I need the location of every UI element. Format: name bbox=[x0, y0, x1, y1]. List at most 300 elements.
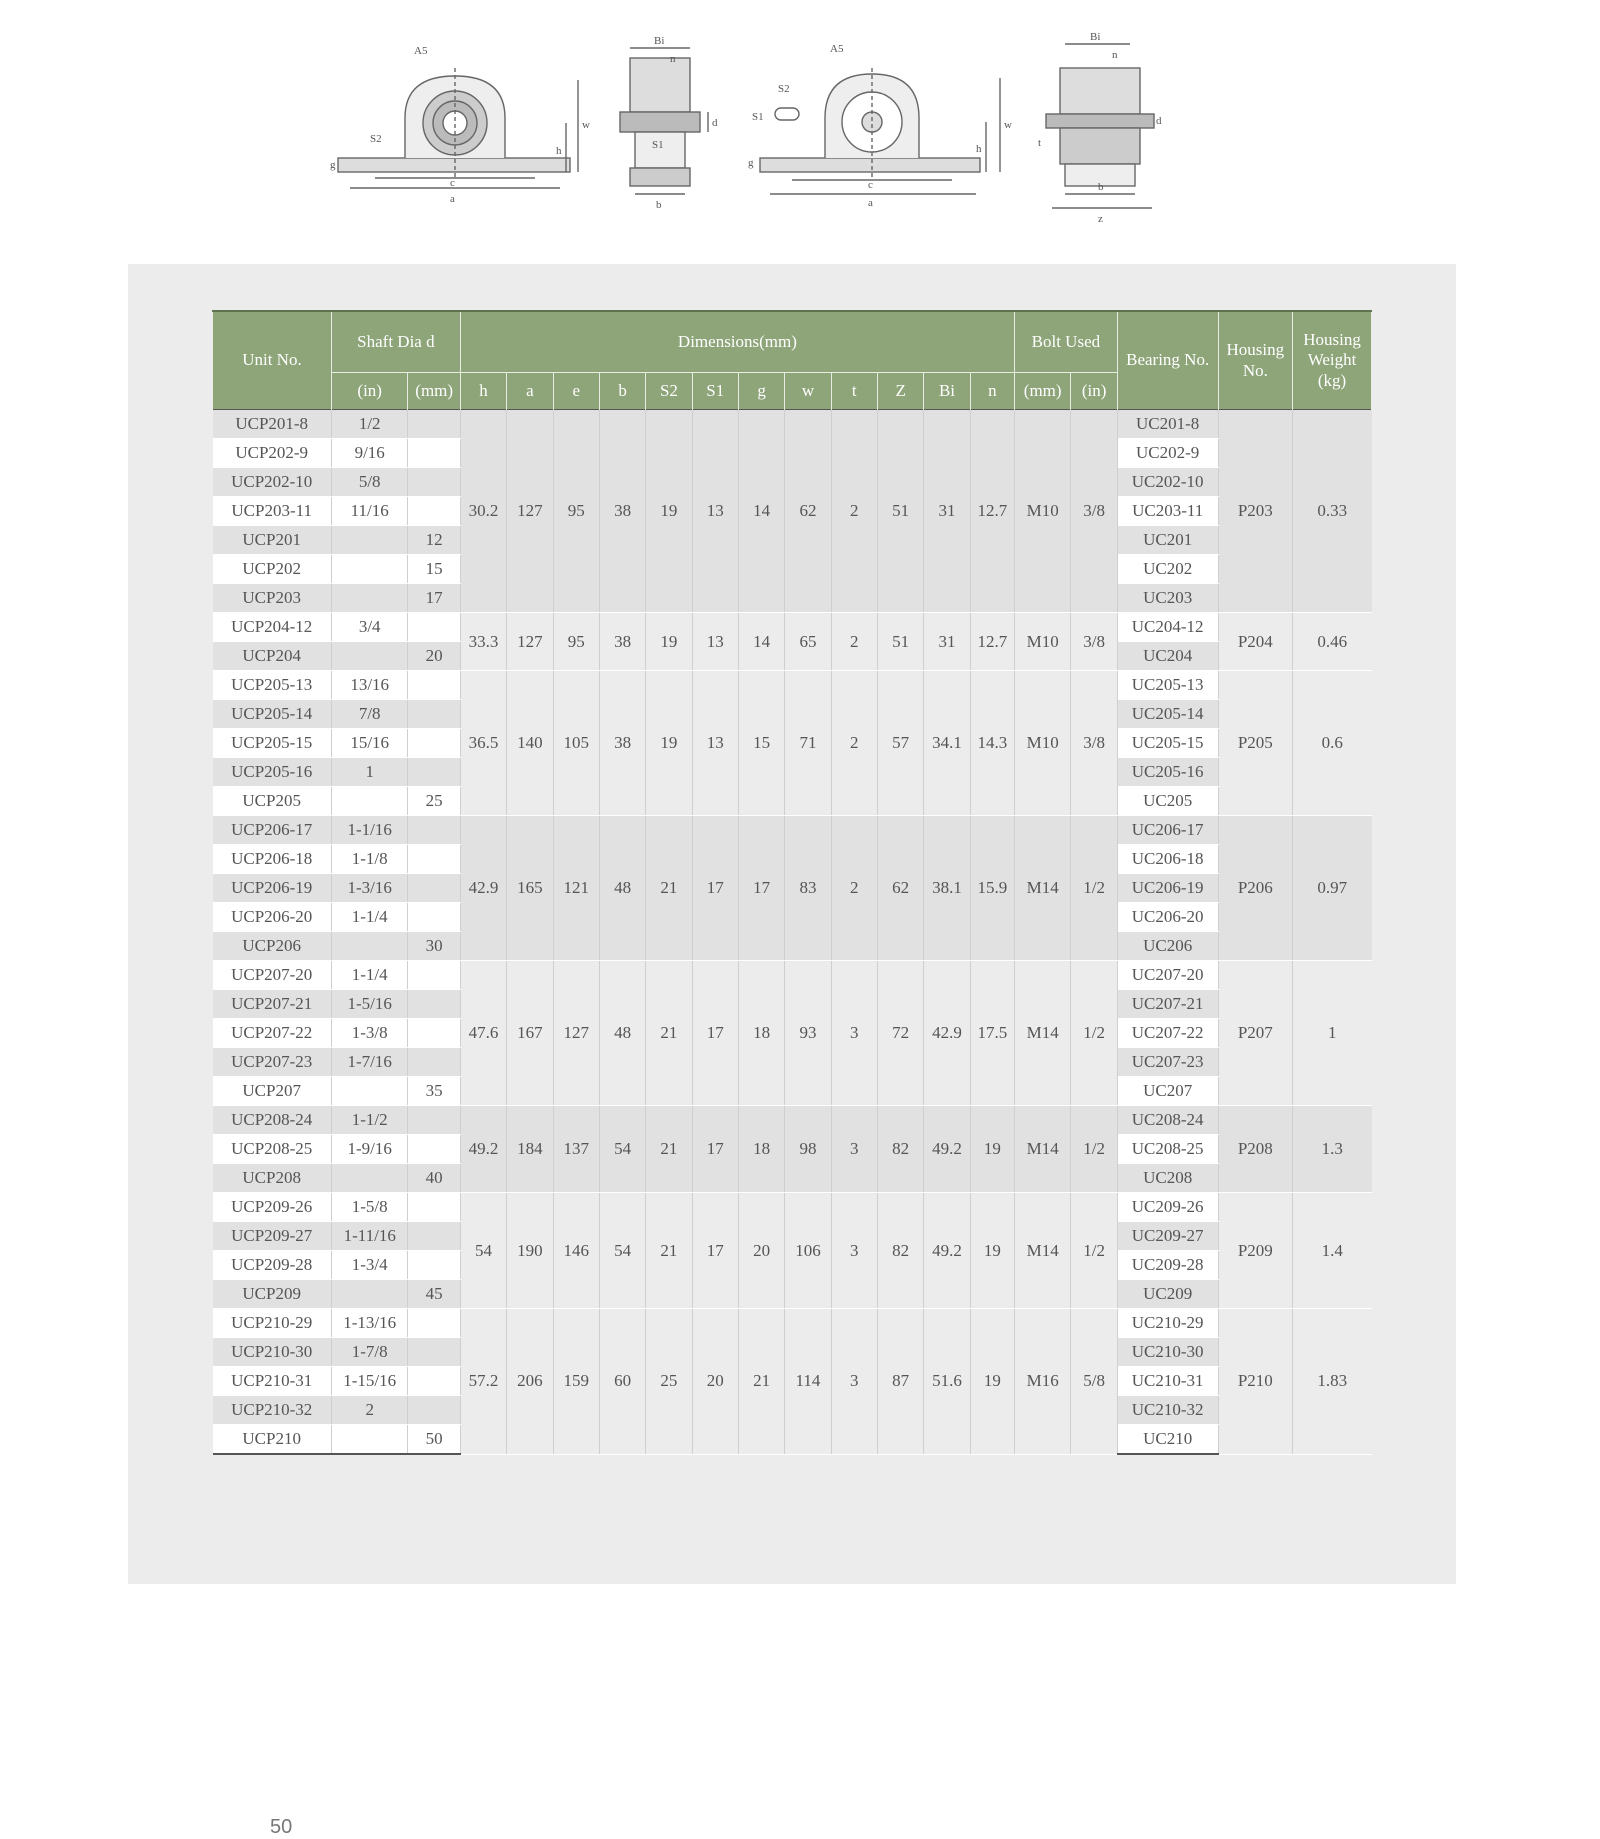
dim-s2-cell: 21 bbox=[646, 1193, 692, 1309]
table-row bbox=[213, 1193, 1372, 1222]
unit-no-cell: UCP210-29 bbox=[213, 1309, 332, 1338]
shaft-in-cell: 2 bbox=[331, 1396, 408, 1425]
shaft-in-cell: 1-1/4 bbox=[331, 903, 408, 932]
dim-h-cell: 42.9 bbox=[460, 816, 506, 961]
dim-n-cell: 15.9 bbox=[970, 816, 1014, 961]
dim-b-cell: 60 bbox=[599, 1309, 645, 1455]
dim-w-cell: 71 bbox=[785, 671, 831, 816]
bolt-in-cell: 1/2 bbox=[1071, 961, 1117, 1106]
shaft-mm-cell bbox=[408, 700, 460, 729]
label-g: g bbox=[330, 159, 336, 171]
shaft-mm-cell bbox=[408, 845, 460, 874]
dim-e-cell: 146 bbox=[553, 1193, 599, 1309]
dim-bi-cell: 42.9 bbox=[924, 961, 970, 1106]
label-s1: S1 bbox=[652, 139, 664, 151]
bearing-no-cell: UC205-15 bbox=[1117, 729, 1218, 758]
label-h: h bbox=[976, 143, 982, 155]
bearing-no-cell: UC209-27 bbox=[1117, 1222, 1218, 1251]
bearing-no-cell: UC205-16 bbox=[1117, 758, 1218, 787]
label-bi: Bi bbox=[1090, 31, 1101, 43]
bearing-no-cell: UC208-24 bbox=[1117, 1106, 1218, 1135]
shaft-in-cell bbox=[331, 1425, 408, 1455]
unit-no-cell: UCP210-30 bbox=[213, 1338, 332, 1367]
bolt-mm-cell: M10 bbox=[1014, 613, 1070, 671]
header-w: w bbox=[785, 373, 831, 410]
dim-z-cell: 51 bbox=[877, 613, 923, 671]
header-h: h bbox=[460, 373, 506, 410]
unit-no-cell: UCP209-26 bbox=[213, 1193, 332, 1222]
technical-drawings bbox=[330, 28, 1210, 228]
bearing-no-cell: UC207-23 bbox=[1117, 1048, 1218, 1077]
bearing-no-cell: UC206-17 bbox=[1117, 816, 1218, 845]
dim-g-cell: 21 bbox=[738, 1309, 784, 1455]
dim-w-cell: 93 bbox=[785, 961, 831, 1106]
unit-no-cell: UCP209 bbox=[213, 1280, 332, 1309]
housing-weight-cell: 0.6 bbox=[1293, 671, 1372, 816]
shaft-in-cell: 1-1/2 bbox=[331, 1106, 408, 1135]
bearing-no-cell: UC207-21 bbox=[1117, 990, 1218, 1019]
header-g: g bbox=[738, 373, 784, 410]
unit-no-cell: UCP202-9 bbox=[213, 439, 332, 468]
unit-no-cell: UCP205-14 bbox=[213, 700, 332, 729]
bearing-no-cell: UC202-10 bbox=[1117, 468, 1218, 497]
dim-g-cell: 20 bbox=[738, 1193, 784, 1309]
dim-s1-cell: 20 bbox=[692, 1309, 738, 1455]
dim-bi-cell: 31 bbox=[924, 613, 970, 671]
bearing-no-cell: UC206-18 bbox=[1117, 845, 1218, 874]
housing-weight-cell: 1.3 bbox=[1293, 1106, 1372, 1193]
bolt-mm-cell: M10 bbox=[1014, 410, 1070, 613]
shaft-in-cell: 1-5/16 bbox=[331, 990, 408, 1019]
shaft-in-cell: 1-1/4 bbox=[331, 961, 408, 990]
dim-h-cell: 30.2 bbox=[460, 410, 506, 613]
table-row bbox=[213, 613, 1372, 642]
table-row bbox=[213, 671, 1372, 700]
shaft-in-cell: 1-7/8 bbox=[331, 1338, 408, 1367]
bearing-no-cell: UC201-8 bbox=[1117, 410, 1218, 439]
shaft-mm-cell bbox=[408, 1048, 460, 1077]
unit-no-cell: UCP210-32 bbox=[213, 1396, 332, 1425]
dim-g-cell: 14 bbox=[738, 410, 784, 613]
bolt-in-cell: 3/8 bbox=[1071, 613, 1117, 671]
side-view-1 bbox=[620, 35, 718, 211]
dim-g-cell: 18 bbox=[738, 961, 784, 1106]
header-unit-no: Unit No. bbox=[213, 311, 332, 410]
header-shaft-dia: Shaft Dia d bbox=[331, 311, 460, 373]
bearing-no-cell: UC210-32 bbox=[1117, 1396, 1218, 1425]
dim-z-cell: 51 bbox=[877, 410, 923, 613]
shaft-mm-cell bbox=[408, 497, 460, 526]
dim-a-cell: 127 bbox=[507, 613, 553, 671]
table-row bbox=[213, 410, 1372, 439]
housing-weight-cell: 1.83 bbox=[1293, 1309, 1372, 1455]
dim-w-cell: 62 bbox=[785, 410, 831, 613]
dim-bi-cell: 49.2 bbox=[924, 1193, 970, 1309]
header-dimensions: Dimensions(mm) bbox=[460, 311, 1014, 373]
header-housing-weight: Housing Weight (kg) bbox=[1293, 311, 1372, 410]
page-number: 50 bbox=[270, 1816, 293, 1838]
dim-w-cell: 65 bbox=[785, 613, 831, 671]
bearing-no-cell: UC207-22 bbox=[1117, 1019, 1218, 1048]
bolt-in-cell: 1/2 bbox=[1071, 1106, 1117, 1193]
bearing-no-cell: UC206-20 bbox=[1117, 903, 1218, 932]
dim-t-cell: 3 bbox=[831, 1193, 877, 1309]
label-c: c bbox=[868, 179, 873, 191]
shaft-mm-cell: 12 bbox=[408, 526, 460, 555]
bolt-in-cell: 5/8 bbox=[1071, 1309, 1117, 1455]
dim-h-cell: 47.6 bbox=[460, 961, 506, 1106]
shaft-mm-cell: 25 bbox=[408, 787, 460, 816]
label-t: t bbox=[1038, 137, 1042, 149]
unit-no-cell: UCP206-18 bbox=[213, 845, 332, 874]
dim-h-cell: 54 bbox=[460, 1193, 506, 1309]
unit-no-cell: UCP207-21 bbox=[213, 990, 332, 1019]
dim-s1-cell: 17 bbox=[692, 1193, 738, 1309]
shaft-in-cell: 1-3/16 bbox=[331, 874, 408, 903]
unit-no-cell: UCP206-17 bbox=[213, 816, 332, 845]
shaft-mm-cell: 45 bbox=[408, 1280, 460, 1309]
dim-h-cell: 57.2 bbox=[460, 1309, 506, 1455]
label-s2: S2 bbox=[370, 133, 382, 145]
shaft-mm-cell bbox=[408, 1251, 460, 1280]
dim-n-cell: 12.7 bbox=[970, 613, 1014, 671]
unit-no-cell: UCP209-28 bbox=[213, 1251, 332, 1280]
dim-s1-cell: 13 bbox=[692, 410, 738, 613]
shaft-in-cell bbox=[331, 555, 408, 584]
unit-no-cell: UCP208-24 bbox=[213, 1106, 332, 1135]
unit-no-cell: UCP205-15 bbox=[213, 729, 332, 758]
bearing-no-cell: UC205-14 bbox=[1117, 700, 1218, 729]
bearing-no-cell: UC207-20 bbox=[1117, 961, 1218, 990]
housing-no-cell: P209 bbox=[1218, 1193, 1293, 1309]
table-row bbox=[213, 1309, 1372, 1338]
housing-no-cell: P205 bbox=[1218, 671, 1293, 816]
header-z: Z bbox=[877, 373, 923, 410]
bolt-mm-cell: M14 bbox=[1014, 816, 1070, 961]
shaft-mm-cell bbox=[408, 613, 460, 642]
bearing-no-cell: UC202 bbox=[1117, 555, 1218, 584]
dim-t-cell: 2 bbox=[831, 613, 877, 671]
table-row bbox=[213, 1106, 1372, 1135]
bolt-mm-cell: M16 bbox=[1014, 1309, 1070, 1455]
dim-z-cell: 82 bbox=[877, 1106, 923, 1193]
shaft-in-cell: 1-5/8 bbox=[331, 1193, 408, 1222]
dim-z-cell: 57 bbox=[877, 671, 923, 816]
housing-no-cell: P208 bbox=[1218, 1106, 1293, 1193]
dim-a-cell: 190 bbox=[507, 1193, 553, 1309]
housing-weight-cell: 1 bbox=[1293, 961, 1372, 1106]
dim-b-cell: 48 bbox=[599, 816, 645, 961]
bearing-no-cell: UC204 bbox=[1117, 642, 1218, 671]
header-in: (in) bbox=[331, 373, 408, 410]
unit-no-cell: UCP206 bbox=[213, 932, 332, 961]
dim-e-cell: 127 bbox=[553, 961, 599, 1106]
dim-g-cell: 14 bbox=[738, 613, 784, 671]
dim-a-cell: 140 bbox=[507, 671, 553, 816]
bearing-no-cell: UC209-26 bbox=[1117, 1193, 1218, 1222]
dim-n-cell: 17.5 bbox=[970, 961, 1014, 1106]
shaft-in-cell: 1-1/8 bbox=[331, 845, 408, 874]
label-h: h bbox=[556, 145, 562, 157]
shaft-in-cell bbox=[331, 642, 408, 671]
header-s2: S2 bbox=[646, 373, 692, 410]
dim-e-cell: 121 bbox=[553, 816, 599, 961]
dim-s2-cell: 19 bbox=[646, 671, 692, 816]
dim-s2-cell: 21 bbox=[646, 1106, 692, 1193]
shaft-in-cell: 1-9/16 bbox=[331, 1135, 408, 1164]
bearing-spec-table bbox=[212, 310, 1372, 1455]
unit-no-cell: UCP210-31 bbox=[213, 1367, 332, 1396]
shaft-in-cell: 1-13/16 bbox=[331, 1309, 408, 1338]
front-view-2 bbox=[748, 43, 1012, 209]
unit-no-cell: UCP205 bbox=[213, 787, 332, 816]
bearing-no-cell: UC205 bbox=[1117, 787, 1218, 816]
unit-no-cell: UCP210 bbox=[213, 1425, 332, 1455]
unit-no-cell: UCP207-22 bbox=[213, 1019, 332, 1048]
dim-h-cell: 36.5 bbox=[460, 671, 506, 816]
bolt-mm-cell: M14 bbox=[1014, 1106, 1070, 1193]
unit-no-cell: UCP203-11 bbox=[213, 497, 332, 526]
dim-t-cell: 2 bbox=[831, 816, 877, 961]
header-bi: Bi bbox=[924, 373, 970, 410]
bearing-unit-drawings bbox=[330, 28, 1210, 228]
shaft-mm-cell bbox=[408, 990, 460, 1019]
bearing-no-cell: UC208-25 bbox=[1117, 1135, 1218, 1164]
dim-bi-cell: 31 bbox=[924, 410, 970, 613]
housing-weight-cell: 1.4 bbox=[1293, 1193, 1372, 1309]
header-bolt-used: Bolt Used bbox=[1014, 311, 1117, 373]
header-s1: S1 bbox=[692, 373, 738, 410]
dim-n-cell: 19 bbox=[970, 1106, 1014, 1193]
dim-bi-cell: 38.1 bbox=[924, 816, 970, 961]
unit-no-cell: UCP207-23 bbox=[213, 1048, 332, 1077]
bearing-no-cell: UC210 bbox=[1117, 1425, 1218, 1455]
unit-no-cell: UCP205-16 bbox=[213, 758, 332, 787]
label-s1: S1 bbox=[752, 111, 764, 123]
housing-no-cell: P203 bbox=[1218, 410, 1293, 613]
label-d: d bbox=[712, 117, 718, 129]
bolt-in-cell: 3/8 bbox=[1071, 671, 1117, 816]
bolt-mm-cell: M14 bbox=[1014, 1193, 1070, 1309]
shaft-mm-cell bbox=[408, 468, 460, 497]
header-housing-no: Housing No. bbox=[1218, 311, 1293, 410]
unit-no-cell: UCP208-25 bbox=[213, 1135, 332, 1164]
bolt-in-cell: 3/8 bbox=[1071, 410, 1117, 613]
unit-no-cell: UCP205-13 bbox=[213, 671, 332, 700]
label-d: d bbox=[1156, 115, 1162, 127]
dim-b-cell: 38 bbox=[599, 613, 645, 671]
unit-no-cell: UCP208 bbox=[213, 1164, 332, 1193]
unit-no-cell: UCP203 bbox=[213, 584, 332, 613]
dim-s1-cell: 13 bbox=[692, 613, 738, 671]
dim-s2-cell: 19 bbox=[646, 410, 692, 613]
dim-b-cell: 54 bbox=[599, 1193, 645, 1309]
label-w: w bbox=[582, 119, 590, 131]
shaft-in-cell bbox=[331, 1164, 408, 1193]
header-e: e bbox=[553, 373, 599, 410]
dim-z-cell: 62 bbox=[877, 816, 923, 961]
shaft-mm-cell bbox=[408, 1106, 460, 1135]
shaft-in-cell: 13/16 bbox=[331, 671, 408, 700]
shaft-in-cell: 1-1/16 bbox=[331, 816, 408, 845]
dim-a-cell: 184 bbox=[507, 1106, 553, 1193]
shaft-in-cell: 11/16 bbox=[331, 497, 408, 526]
shaft-mm-cell bbox=[408, 1193, 460, 1222]
shaft-mm-cell bbox=[408, 1135, 460, 1164]
housing-no-cell: P207 bbox=[1218, 961, 1293, 1106]
unit-no-cell: UCP201 bbox=[213, 526, 332, 555]
dim-s2-cell: 21 bbox=[646, 961, 692, 1106]
header-a: a bbox=[507, 373, 553, 410]
shaft-in-cell: 1-7/16 bbox=[331, 1048, 408, 1077]
shaft-in-cell: 1-3/4 bbox=[331, 1251, 408, 1280]
dim-g-cell: 17 bbox=[738, 816, 784, 961]
dim-t-cell: 3 bbox=[831, 961, 877, 1106]
dim-w-cell: 114 bbox=[785, 1309, 831, 1455]
bearing-no-cell: UC202-9 bbox=[1117, 439, 1218, 468]
unit-no-cell: UCP206-19 bbox=[213, 874, 332, 903]
shaft-mm-cell bbox=[408, 816, 460, 845]
dim-g-cell: 18 bbox=[738, 1106, 784, 1193]
dim-b-cell: 54 bbox=[599, 1106, 645, 1193]
dim-s1-cell: 13 bbox=[692, 671, 738, 816]
dim-t-cell: 3 bbox=[831, 1106, 877, 1193]
shaft-mm-cell bbox=[408, 961, 460, 990]
shaft-mm-cell bbox=[408, 758, 460, 787]
shaft-in-cell: 15/16 bbox=[331, 729, 408, 758]
bearing-no-cell: UC203 bbox=[1117, 584, 1218, 613]
dim-e-cell: 105 bbox=[553, 671, 599, 816]
dim-s1-cell: 17 bbox=[692, 961, 738, 1106]
unit-no-cell: UCP202-10 bbox=[213, 468, 332, 497]
bearing-no-cell: UC207 bbox=[1117, 1077, 1218, 1106]
label-b: b bbox=[656, 199, 662, 211]
dim-bi-cell: 49.2 bbox=[924, 1106, 970, 1193]
bearing-no-cell: UC209-28 bbox=[1117, 1251, 1218, 1280]
label-z: z bbox=[1098, 213, 1103, 225]
housing-weight-cell: 0.46 bbox=[1293, 613, 1372, 671]
shaft-in-cell bbox=[331, 932, 408, 961]
shaft-mm-cell bbox=[408, 1222, 460, 1251]
bearing-no-cell: UC208 bbox=[1117, 1164, 1218, 1193]
shaft-mm-cell bbox=[408, 1367, 460, 1396]
housing-weight-cell: 0.97 bbox=[1293, 816, 1372, 961]
spec-panel bbox=[128, 264, 1456, 1838]
header-b: b bbox=[599, 373, 645, 410]
header-bolt-mm: (mm) bbox=[1014, 373, 1070, 410]
shaft-mm-cell: 15 bbox=[408, 555, 460, 584]
header-n: n bbox=[970, 373, 1014, 410]
dim-a-cell: 165 bbox=[507, 816, 553, 961]
unit-no-cell: UCP207-20 bbox=[213, 961, 332, 990]
shaft-mm-cell bbox=[408, 410, 460, 439]
shaft-mm-cell bbox=[408, 1019, 460, 1048]
header-bolt-in: (in) bbox=[1071, 373, 1117, 410]
dim-t-cell: 3 bbox=[831, 1309, 877, 1455]
unit-no-cell: UCP204 bbox=[213, 642, 332, 671]
shaft-in-cell bbox=[331, 1077, 408, 1106]
unit-no-cell: UCP204-12 bbox=[213, 613, 332, 642]
dim-w-cell: 83 bbox=[785, 816, 831, 961]
dim-s1-cell: 17 bbox=[692, 816, 738, 961]
dim-w-cell: 98 bbox=[785, 1106, 831, 1193]
dim-z-cell: 82 bbox=[877, 1193, 923, 1309]
label-c: c bbox=[450, 177, 455, 189]
label-w: w bbox=[1004, 119, 1012, 131]
dim-a-cell: 206 bbox=[507, 1309, 553, 1455]
dim-w-cell: 106 bbox=[785, 1193, 831, 1309]
label-a: a bbox=[450, 193, 455, 205]
dim-g-cell: 15 bbox=[738, 671, 784, 816]
side-view-2 bbox=[1038, 31, 1162, 225]
shaft-in-cell: 1 bbox=[331, 758, 408, 787]
shaft-mm-cell bbox=[408, 729, 460, 758]
front-view-1 bbox=[330, 45, 590, 205]
dim-b-cell: 48 bbox=[599, 961, 645, 1106]
dim-h-cell: 49.2 bbox=[460, 1106, 506, 1193]
label-n: n bbox=[1112, 49, 1118, 61]
shaft-in-cell: 1/2 bbox=[331, 410, 408, 439]
bearing-no-cell: UC206-19 bbox=[1117, 874, 1218, 903]
unit-no-cell: UCP202 bbox=[213, 555, 332, 584]
shaft-mm-cell bbox=[408, 1309, 460, 1338]
label-g: g bbox=[748, 157, 754, 169]
bolt-in-cell: 1/2 bbox=[1071, 816, 1117, 961]
shaft-in-cell bbox=[331, 1280, 408, 1309]
bearing-no-cell: UC210-31 bbox=[1117, 1367, 1218, 1396]
dim-s2-cell: 19 bbox=[646, 613, 692, 671]
bolt-in-cell: 1/2 bbox=[1071, 1193, 1117, 1309]
dim-s2-cell: 25 bbox=[646, 1309, 692, 1455]
shaft-mm-cell bbox=[408, 903, 460, 932]
unit-no-cell: UCP209-27 bbox=[213, 1222, 332, 1251]
shaft-mm-cell bbox=[408, 1338, 460, 1367]
bearing-no-cell: UC204-12 bbox=[1117, 613, 1218, 642]
dim-a-cell: 127 bbox=[507, 410, 553, 613]
housing-no-cell: P204 bbox=[1218, 613, 1293, 671]
label-a5: A5 bbox=[830, 43, 844, 55]
label-a: a bbox=[868, 197, 873, 209]
shaft-in-cell: 5/8 bbox=[331, 468, 408, 497]
dim-bi-cell: 51.6 bbox=[924, 1309, 970, 1455]
dim-s2-cell: 21 bbox=[646, 816, 692, 961]
bearing-no-cell: UC209 bbox=[1117, 1280, 1218, 1309]
bolt-mm-cell: M10 bbox=[1014, 671, 1070, 816]
shaft-mm-cell: 17 bbox=[408, 584, 460, 613]
shaft-mm-cell bbox=[408, 874, 460, 903]
shaft-in-cell bbox=[331, 787, 408, 816]
bearing-no-cell: UC210-29 bbox=[1117, 1309, 1218, 1338]
housing-no-cell: P206 bbox=[1218, 816, 1293, 961]
shaft-mm-cell: 20 bbox=[408, 642, 460, 671]
dim-b-cell: 38 bbox=[599, 671, 645, 816]
dim-bi-cell: 34.1 bbox=[924, 671, 970, 816]
shaft-mm-cell: 35 bbox=[408, 1077, 460, 1106]
dim-e-cell: 95 bbox=[553, 410, 599, 613]
unit-no-cell: UCP201-8 bbox=[213, 410, 332, 439]
housing-weight-cell: 0.33 bbox=[1293, 410, 1372, 613]
bearing-no-cell: UC201 bbox=[1117, 526, 1218, 555]
header-bearing-no: Bearing No. bbox=[1117, 311, 1218, 410]
dim-e-cell: 137 bbox=[553, 1106, 599, 1193]
dim-n-cell: 19 bbox=[970, 1193, 1014, 1309]
shaft-in-cell: 9/16 bbox=[331, 439, 408, 468]
header-t: t bbox=[831, 373, 877, 410]
unit-no-cell: UCP207 bbox=[213, 1077, 332, 1106]
shaft-in-cell: 1-15/16 bbox=[331, 1367, 408, 1396]
shaft-mm-cell: 50 bbox=[408, 1425, 460, 1455]
bearing-no-cell: UC210-30 bbox=[1117, 1338, 1218, 1367]
